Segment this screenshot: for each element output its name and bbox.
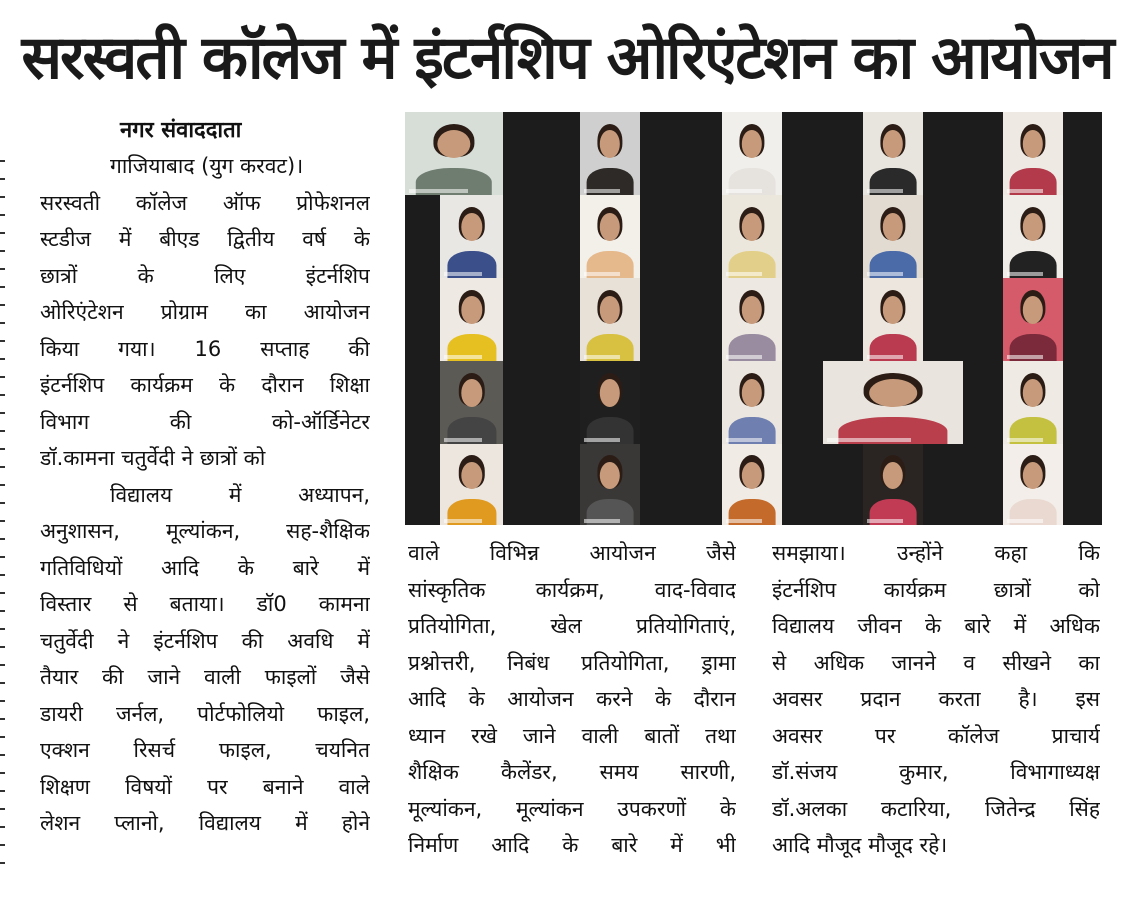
margin-mark [0,628,5,630]
text-line: डॉ.कामना चतुर्वेदी ने छात्रों को [40,446,266,470]
text-line: डॉ.संजय कुमार, विभागाध्यक्ष [772,760,1100,784]
text-line: मूल्यांकन, मूल्यांकन उपकरणों के [408,796,736,821]
margin-mark [0,610,5,612]
text-line: शिक्षण विषयों पर बनाने वाले [40,774,370,799]
participant-tile [722,361,782,444]
participant-name-tag [409,189,468,193]
text-line: प्रतियोगिता, खेल प्रतियोगिताएं, [408,614,736,638]
participant-name-tag [584,438,620,442]
margin-mark [0,430,5,432]
margin-mark [0,772,5,774]
participant-tile [863,278,923,361]
participant-name-tag [584,519,620,523]
participant-name-tag [726,438,762,442]
margin-mark [0,358,5,360]
participant-name-tag [867,355,903,359]
margin-mark [0,340,5,342]
participant-tile [440,361,503,444]
participant-name-tag [1007,189,1043,193]
text-line: डायरी जर्नल, पोर्टफोलियो फाइल, [40,701,370,726]
participant-name-tag [1007,355,1043,359]
participant-face [742,462,762,490]
participant-name-tag [726,519,762,523]
participant-tile [722,112,782,195]
participant-tile [722,195,782,278]
text-line: वाले विभिन्न आयोजन जैसे [408,541,736,565]
margin-mark [0,286,5,288]
participant-name-tag [867,189,903,193]
participant-name-tag [1007,519,1043,523]
text-line: ओरिएंटेशन प्रोग्राम का आयोजन [40,300,370,324]
margin-mark [0,160,5,162]
margin-mark [0,376,5,378]
margin-mark [0,844,5,846]
participant-tile [722,444,782,525]
participant-name-tag [726,189,762,193]
text-line: किया गया। 16 सप्ताह की [40,336,370,361]
participant-tile [440,444,503,525]
margin-mark [0,754,5,756]
participant-face [1023,462,1043,490]
text-line: अनुशासन, मूल्यांकन, सह-शैक्षिक [40,519,370,543]
participant-face [883,462,903,490]
margin-mark [0,466,5,468]
participant-name-tag [444,355,482,359]
margin-mark [0,178,5,180]
text-line: अवसर प्रदान करता है। इस [772,687,1100,711]
text-line: शैक्षिक कैलेंडर, समय सारणी, [408,760,736,784]
text-line: डॉ.अलका कटारिया, जितेन्द्र सिंह [772,796,1100,821]
headline: सरस्वती कॉलेज में इंटर्नशिप ओरिएंटेशन का आयोजन [21,23,1113,93]
participant-tile [440,278,503,361]
participant-name-tag [584,272,620,276]
text-line: लेशन प्लानो, विद्यालय में होने [40,811,370,835]
text-line: इंटर्नशिप कार्यक्रम छात्रों को [772,577,1100,602]
margin-mark [0,826,5,828]
video-conference-photo [405,112,1102,525]
byline: नगर संवाददाता [120,118,242,143]
article-column-3 [772,535,1100,864]
text-line: एक्शन रिसर्च फाइल, चयनित [40,738,370,762]
text-line: अवसर पर कॉलेज प्राचार्य [772,723,1100,748]
text-line: विद्यालय में अध्यापन, [110,482,370,507]
margin-mark [0,394,5,396]
margin-mark [0,736,5,738]
text-line: गतिविधियों आदि के बारे में [40,555,370,580]
participant-tile [580,195,640,278]
margin-mark [0,808,5,810]
margin-mark [0,232,5,234]
participant-name-tag [584,355,620,359]
participant-tile [1003,195,1063,278]
margin-mark [0,502,5,504]
participant-name-tag [1007,272,1043,276]
margin-mark [0,718,5,720]
participant-tile [722,278,782,361]
text-line: से अधिक जानने व सीखने का [772,650,1100,675]
participant-tile [405,112,503,195]
text-line: तैयार की जाने वाली फाइलों जैसे [40,665,370,689]
participant-tile [863,195,923,278]
participant-tile [863,444,923,525]
margin-mark [0,412,5,414]
text-line: प्रश्नोत्तरी, निबंध प्रतियोगिता, ड्रामा [408,650,736,675]
participant-face [869,379,917,407]
margin-mark [0,196,5,198]
margin-mark [0,304,5,306]
text-line: ध्यान रखे जाने वाली बातों तथा [408,723,736,748]
text-line: स्टडीज में बीएड द्वितीय वर्ष के [40,227,370,251]
participant-face [600,462,620,490]
margin-mark [0,790,5,792]
participant-name-tag [827,438,911,442]
article-column-1 [40,148,370,842]
participant-tile [863,112,923,195]
margin-mark [0,592,5,594]
participant-name-tag [726,272,762,276]
participant-tile [823,361,963,444]
article-column-2 [408,535,736,864]
text-line: आदि मौजूद मौजूद रहे। [772,833,948,857]
margin-mark [0,862,5,864]
margin-mark [0,322,5,324]
participant-tile [580,112,640,195]
participant-name-tag [867,272,903,276]
participant-name-tag [1007,438,1043,442]
margin-mark [0,556,5,558]
participant-tile [580,361,640,444]
participant-name-tag [867,519,903,523]
text-line: समझाया। उन्होंने कहा कि [772,541,1100,565]
text-line: विस्तार से बताया। डॉ0 कामना [40,592,370,616]
margin-mark [0,682,5,684]
margin-mark [0,250,5,252]
text-line: आदि के आयोजन करने के दौरान [408,687,736,711]
margin-mark [0,214,5,216]
participant-name-tag [444,519,482,523]
participant-tile [580,444,640,525]
participant-tile [1003,444,1063,525]
participant-name-tag [584,189,620,193]
text-line: इंटर्नशिप कार्यक्रम के दौरान शिक्षा [40,373,370,397]
margin-mark [0,646,5,648]
participant-name-tag [444,272,482,276]
margin-mark [0,700,5,702]
participant-face [461,462,482,490]
participant-tile [1003,278,1063,361]
margin-mark [0,520,5,522]
text-line: निर्माण आदि के बारे में भी [408,833,736,857]
text-line: सरस्वती कॉलेज ऑफ प्रोफेशनल [40,190,370,215]
participant-tile [580,278,640,361]
text-line: चतुर्वेदी ने इंटर्नशिप की अवधि में [40,628,370,653]
text-line: विद्यालय जीवन के बारे में अधिक [772,614,1100,638]
margin-mark [0,268,5,270]
margin-mark [0,664,5,666]
margin-mark [0,538,5,540]
margin-mark [0,574,5,576]
text-line: छात्रों के लिए इंटर्नशिप [40,263,370,288]
text-line: गाजियाबाद (युग करवट)। [110,154,304,178]
participant-tile [440,195,503,278]
text-line: सांस्कृतिक कार्यक्रम, वाद-विवाद [408,577,736,602]
participant-name-tag [444,438,482,442]
text-line: विभाग की को-ऑर्डिनेटर [40,409,370,434]
participant-name-tag [726,355,762,359]
participant-tile [1003,112,1063,195]
margin-mark [0,484,5,486]
margin-mark [0,448,5,450]
participant-tile [1003,361,1063,444]
